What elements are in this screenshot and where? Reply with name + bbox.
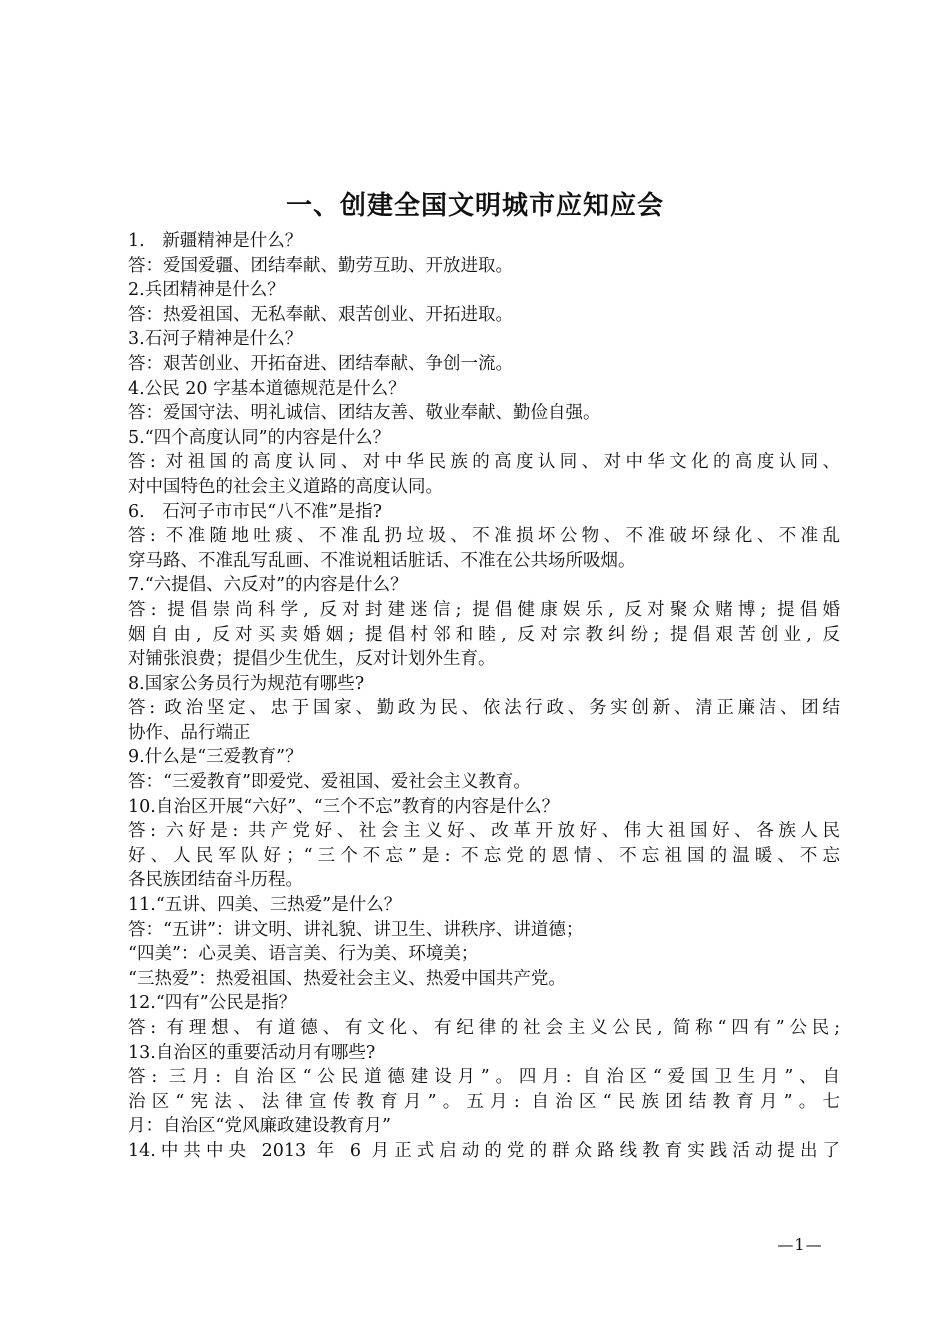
answer-10-line-3: 各民族团结奋斗历程。: [128, 870, 303, 891]
question-11: 11.“五讲、四美、三热爱”是什么？: [128, 895, 402, 916]
answer-6-line-1: 答: 不准随地吐痰、不准乱扔垃圾、不准损坏公物、不准破坏绿化、不准乱: [128, 526, 840, 547]
answer-5-line-1: 答: 对祖国的高度认同、对中华民族的高度认同、对中华文化的高度认同、: [128, 452, 840, 473]
question-14: 14.中共中央 2013 年 6 月正式启动的党的群众路线教育实践活动提出了: [128, 1140, 840, 1161]
document-body: [128, 229, 840, 1164]
answer-6-line-2: 穿马路、不准乱写乱画、不准说粗话脏话、不准在公共场所吸烟。: [128, 550, 636, 571]
answer-13-line-3: 月：自治区“党风廉政建设教育月”: [128, 1116, 391, 1137]
answer-5-line-2: 对中国特色的社会主义道路的高度认同。: [128, 476, 443, 497]
answer-11-line-3: “三热爱”：热爱祖国、热爱社会主义、热爱中国共产党。: [128, 968, 566, 989]
document-title: 一、创建全国文明城市应知应会: [285, 191, 664, 221]
answer-8-line-2: 协作、品行端正: [128, 722, 251, 743]
question-13: 13.自治区的重要活动月有哪些?: [128, 1042, 376, 1063]
answer-11-line-1: 答：“五讲”：讲文明、讲礼貌、讲卫生、讲秩序、讲道德；: [128, 919, 584, 940]
question-9: 9.什么是“三爱教育”？: [128, 747, 303, 768]
question-5: 5.“四个高度认同”的内容是什么？: [128, 427, 391, 448]
answer-2: 答：热爱祖国、无私奉献、艰苦创业、开拓进取。: [128, 304, 513, 325]
answer-9: 答：“三爱教育”即爱党、爱祖国、爱社会主义教育。: [128, 772, 531, 793]
answer-3: 答：艰苦创业、开拓奋进、团结奉献、争创一流。: [128, 353, 513, 374]
answer-12: 答: 有理想、有道德、有文化、有纪律的社会主义公民, 简称“四有”公民;: [128, 1018, 840, 1038]
page-number: —1—: [777, 1235, 823, 1254]
question-4: 4.公民 20 字基本道德规范是什么？: [128, 378, 406, 399]
answer-10-line-1: 答: 六好是: 共产党好、社会主义好、改革开放好、伟大祖国好、各族人民: [128, 821, 840, 842]
answer-10-line-2: 好、人民军队好；“三个不忘”是: 不忘党的恩情、不忘祖国的温暖、不忘: [128, 845, 840, 866]
question-3: 3.石河子精神是什么？: [128, 329, 303, 350]
answer-4: 答：爱国守法、明礼诚信、团结友善、敬业奉献、勤俭自强。: [128, 403, 601, 424]
answer-7-line-3: 对铺张浪费；提倡少生优生，反对计划外生育。: [128, 649, 496, 670]
answer-7-line-2: 姻自由, 反对买卖婚姻; 提倡村邻和睦, 反对宗教纠纷; 提倡艰苦创业, 反: [128, 624, 840, 645]
question-8: 8.国家公务员行为规范有哪些?: [128, 673, 365, 694]
answer-1: 答：爱国爱疆、团结奉献、勤劳互助、开放进取。: [128, 255, 513, 276]
question-12: 12.“四有”公民是指？: [128, 993, 297, 1014]
answer-13-line-2: 治区“宪法、法律宣传教育月”。五月: 自治区“民族团结教育月”。七: [128, 1091, 840, 1112]
question-10: 10.自治区开展“六好”、“三个不忘”教育的内容是什么？: [128, 796, 560, 817]
question-6: 6. 石河子市市民“八不准”是指?: [128, 501, 382, 522]
answer-8-line-1: 答: 政治坚定、忠于国家、勤政为民、依法行政、务实创新、清正廉洁、团结: [128, 698, 840, 719]
question-7: 7.“六提倡、六反对”的内容是什么？: [128, 575, 408, 596]
answer-11-line-2: “四美”：心灵美、语言美、行为美、环境美；: [128, 944, 479, 965]
answer-7-line-1: 答: 提倡崇尚科学, 反对封建迷信; 提倡健康娱乐, 反对聚众赌博; 提倡婚: [128, 599, 840, 620]
question-2: 2.兵团精神是什么？: [128, 280, 285, 301]
answer-13-line-1: 答: 三月: 自治区“公民道德建设月”。四月: 自治区“爱国卫生月”、自: [128, 1067, 840, 1088]
question-1: 1. 新疆精神是什么？: [128, 231, 303, 251]
